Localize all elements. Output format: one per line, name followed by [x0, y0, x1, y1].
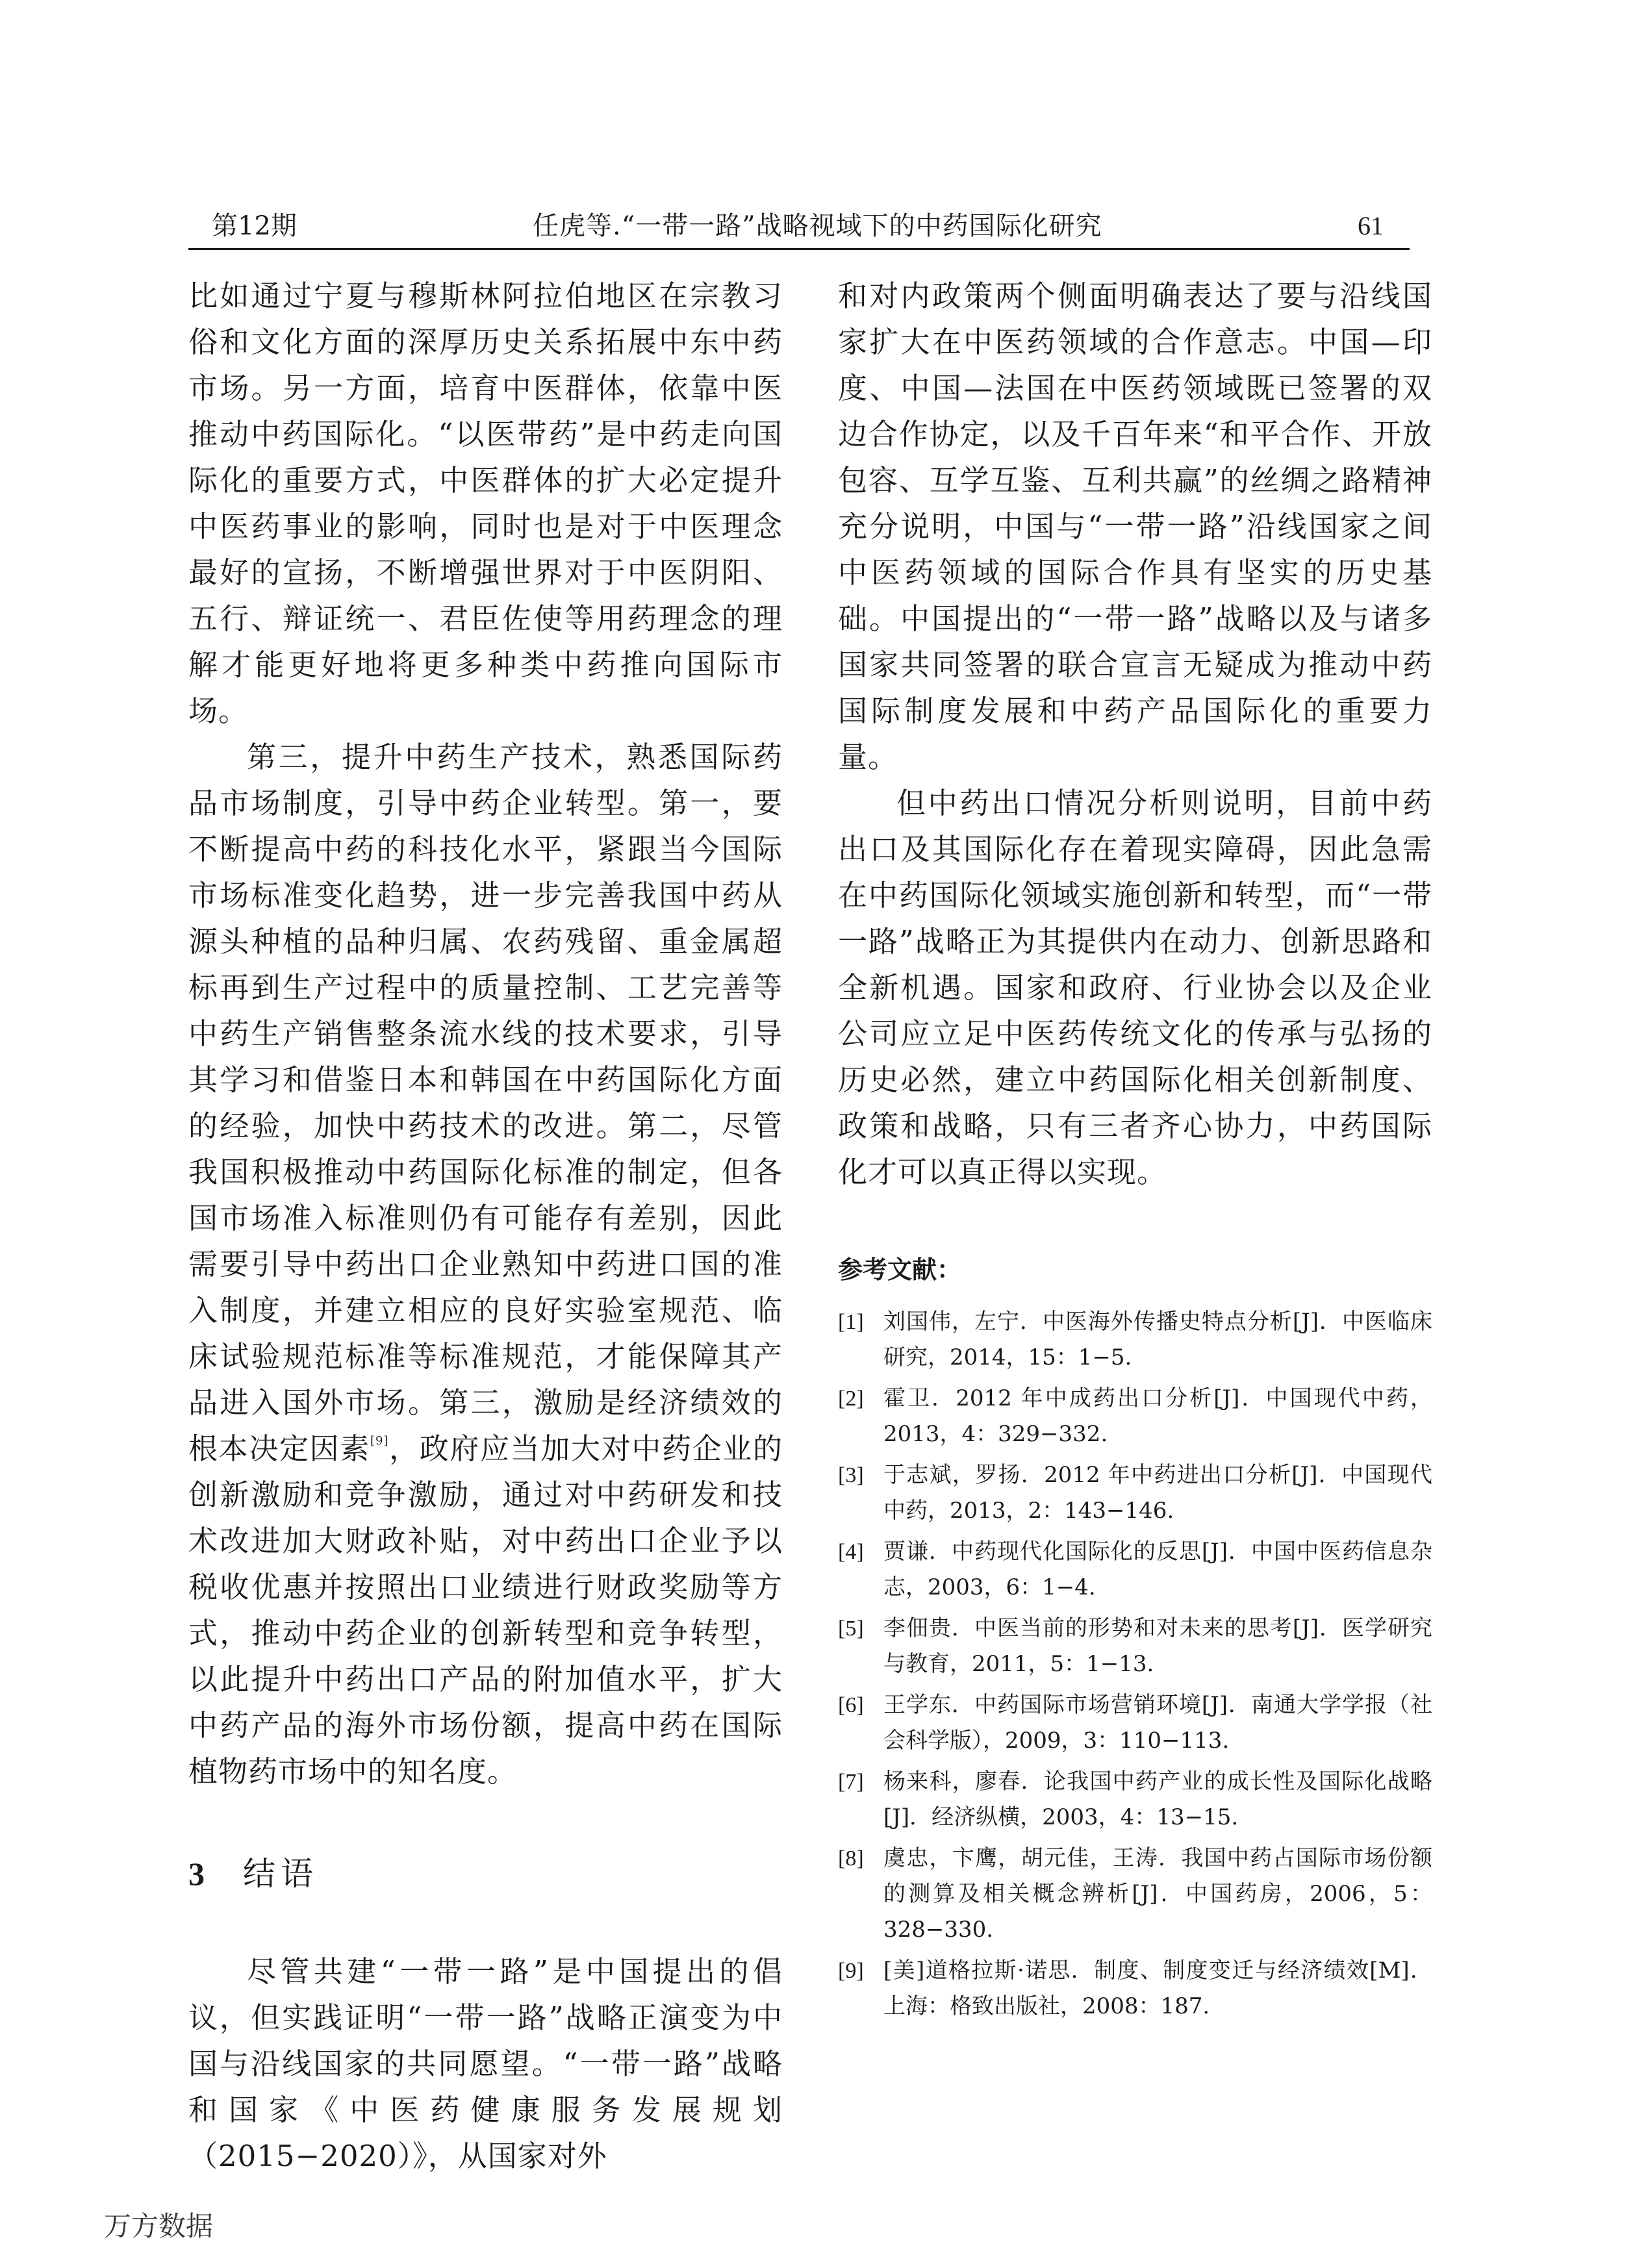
- reference-text: 虞忠，卞鹰，胡元佳，王涛．我国中药占国际市场份额的测算及相关概念辨析[J]．中国药房，2006，5：328−330.: [883, 1845, 1432, 1943]
- right-column: [838, 273, 1432, 2030]
- reference-item: [838, 1457, 1432, 1529]
- reference-text: 李佃贵．中医当前的形势和对未来的思考[J]．医学研究与教育，2011，5：1−13.: [883, 1615, 1432, 1677]
- left-column: [188, 273, 783, 2179]
- header-rule: [188, 248, 1410, 250]
- reference-index: [3]: [838, 1463, 864, 1487]
- references-heading: 参考文献：: [838, 1255, 962, 1284]
- reference-index: [8]: [838, 1846, 864, 1871]
- reference-item: [838, 1687, 1432, 1759]
- reference-item: [838, 1841, 1432, 1948]
- reference-index: [9]: [838, 1959, 864, 1983]
- reference-text: 贾谦．中药现代化国际化的反思[J]．中国中医药信息杂志，2003，6：1−4.: [883, 1539, 1432, 1600]
- reference-index: [1]: [838, 1310, 864, 1334]
- paragraph: 和对内政策两个侧面明确表达了要与沿线国家扩大在中医药领域的合作意志。中国—印度、中国—法国在中医药领域既已签署的双边合作协定，以及千百年来“和平合作、开放包容、互学互鉴、互利共赢”的丝绸之路精神充分说明，中国与“一带一路”沿线国家之间中医药领域的国际合作具有坚实的历史基础。中国提出的“一带一路”战略以及与诸多国家共同签署的联合宣言无疑成为推动中药国际制度发展和中药产品国际化的重要力量。: [838, 279, 1432, 774]
- reference-index: [6]: [838, 1693, 864, 1717]
- paragraph-text: ，政府应当加大对中药企业的创新激励和竞争激励，通过对中药研发和技术改进加大财政补贴，对中药出口企业予以税收优惠并按照出口业绩进行财政奖励等方式，推动中药企业的创新转型和竞争转型，以此提升中药出口产品的附加值水平，扩大中药产品的海外市场份额，提高中药在国际植物药市场中的知名度。: [188, 1431, 783, 1789]
- running-title: 任虎等.“一带一路”战略视域下的中药国际化研究: [533, 211, 1102, 241]
- paragraph-text: 第三，提升中药生产技术，熟悉国际药品市场制度，引导中药企业转型。第一，要不断提高中药的科技化水平，紧跟当今国际市场标准变化趋势，进一步完善我国中药从源头种植的品种归属、农药残留、重金属超标再到生产过程中的质量控制、工艺完善等中药生产销售整条流水线的技术要求，引导其学习和借鉴日本和韩国在中药国际化方面的经验，加快中药技术的改进。第二，尽管我国积极推动中药国际化标准的制定，但各国市场准入标准则仍有可能存有差别，因此需要引导中药出口企业熟知中药进口国的准入制度，并建立相应的良好实验室规范、临床试验规范标准等标准规范，才能保障其产品进入国外市场。第三，激励是经济绩效的根本决定因素: [188, 740, 783, 1466]
- reference-item: [838, 1611, 1432, 1682]
- reference-text: 霍卫．2012 年中成药出口分析[J]．中国现代中药，2013，4：329−332.: [883, 1385, 1432, 1447]
- reference-item: [838, 1304, 1432, 1376]
- reference-text: 刘国伟，左宁．中医海外传播史特点分析[J]．中医临床研究，2014，15：1−5.: [883, 1309, 1432, 1370]
- reference-item: [838, 1953, 1432, 2024]
- reference-text: 杨来科，廖春．论我国中药产业的成长性及国际化战略[J]．经济纵横，2003，4：13−15.: [883, 1769, 1432, 1830]
- citation-marker: [9]: [370, 1434, 389, 1448]
- reference-list: [838, 1304, 1432, 2024]
- reference-item: [838, 1534, 1432, 1606]
- paragraph: [188, 734, 783, 1795]
- reference-text: 王学东．中药国际市场营销环境[J]．南通大学学报（社会科学版），2009，3：110−113.: [883, 1692, 1432, 1754]
- reference-item: [838, 1381, 1432, 1452]
- section-number: 3: [188, 1856, 205, 1892]
- reference-index: [7]: [838, 1770, 864, 1794]
- reference-index: [2]: [838, 1387, 864, 1411]
- reference-text: [美]道格拉斯·诺思．制度、制度变迁与经济绩效[M]．上海：格致出版社，2008：187.: [883, 1958, 1432, 2019]
- reference-text: 于志斌，罗扬．2012 年中药进出口分析[J]．中国现代中药，2013，2：143−146.: [883, 1462, 1432, 1524]
- reference-item: [838, 1764, 1432, 1835]
- reference-index: [5]: [838, 1617, 864, 1641]
- paragraph: 尽管共建“一带一路”是中国提出的倡议，但实践证明“一带一路”战略正演变为中国与沿线国家的共同愿望。“一带一路”战略和国家《中医药健康服务发展规划（2015−2020）》，从国家对外: [188, 1954, 783, 2173]
- section-title: 结语: [243, 1855, 318, 1893]
- reference-index: [4]: [838, 1540, 864, 1564]
- watermark: 万方数据: [104, 2210, 214, 2242]
- running-header: [188, 207, 1410, 246]
- section-heading: [188, 1854, 783, 1893]
- paragraph: 但中药出口情况分析则说明，目前中药出口及其国际化存在着现实障碍，因此急需在中药国际化领域实施创新和转型，而“一带一路”战略正为其提供内在动力、创新思路和全新机遇。国家和政府、行业协会以及企业公司应立足中医药传统文化的传承与弘扬的历史必然，建立中药国际化相关创新制度、政策和战略，只有三者齐心协力，中药国际化才可以真正得以实现。: [838, 786, 1432, 1189]
- paragraph: 比如通过宁夏与穆斯林阿拉伯地区在宗教习俗和文化方面的深厚历史关系拓展中东中药市场。另一方面，培育中医群体，依靠中医推动中药国际化。“以医带药”是中药走向国际化的重要方式，中医群体的扩大必定提升中医药事业的影响，同时也是对于中医理念最好的宣扬，不断增强世界对于中医阴阳、五行、辩证统一、君臣佐使等用药理念的理解才能更好地将更多种类中药推向国际市场。: [188, 279, 783, 728]
- page-number: 61: [1358, 211, 1384, 240]
- issue-label: 第12期: [212, 211, 297, 241]
